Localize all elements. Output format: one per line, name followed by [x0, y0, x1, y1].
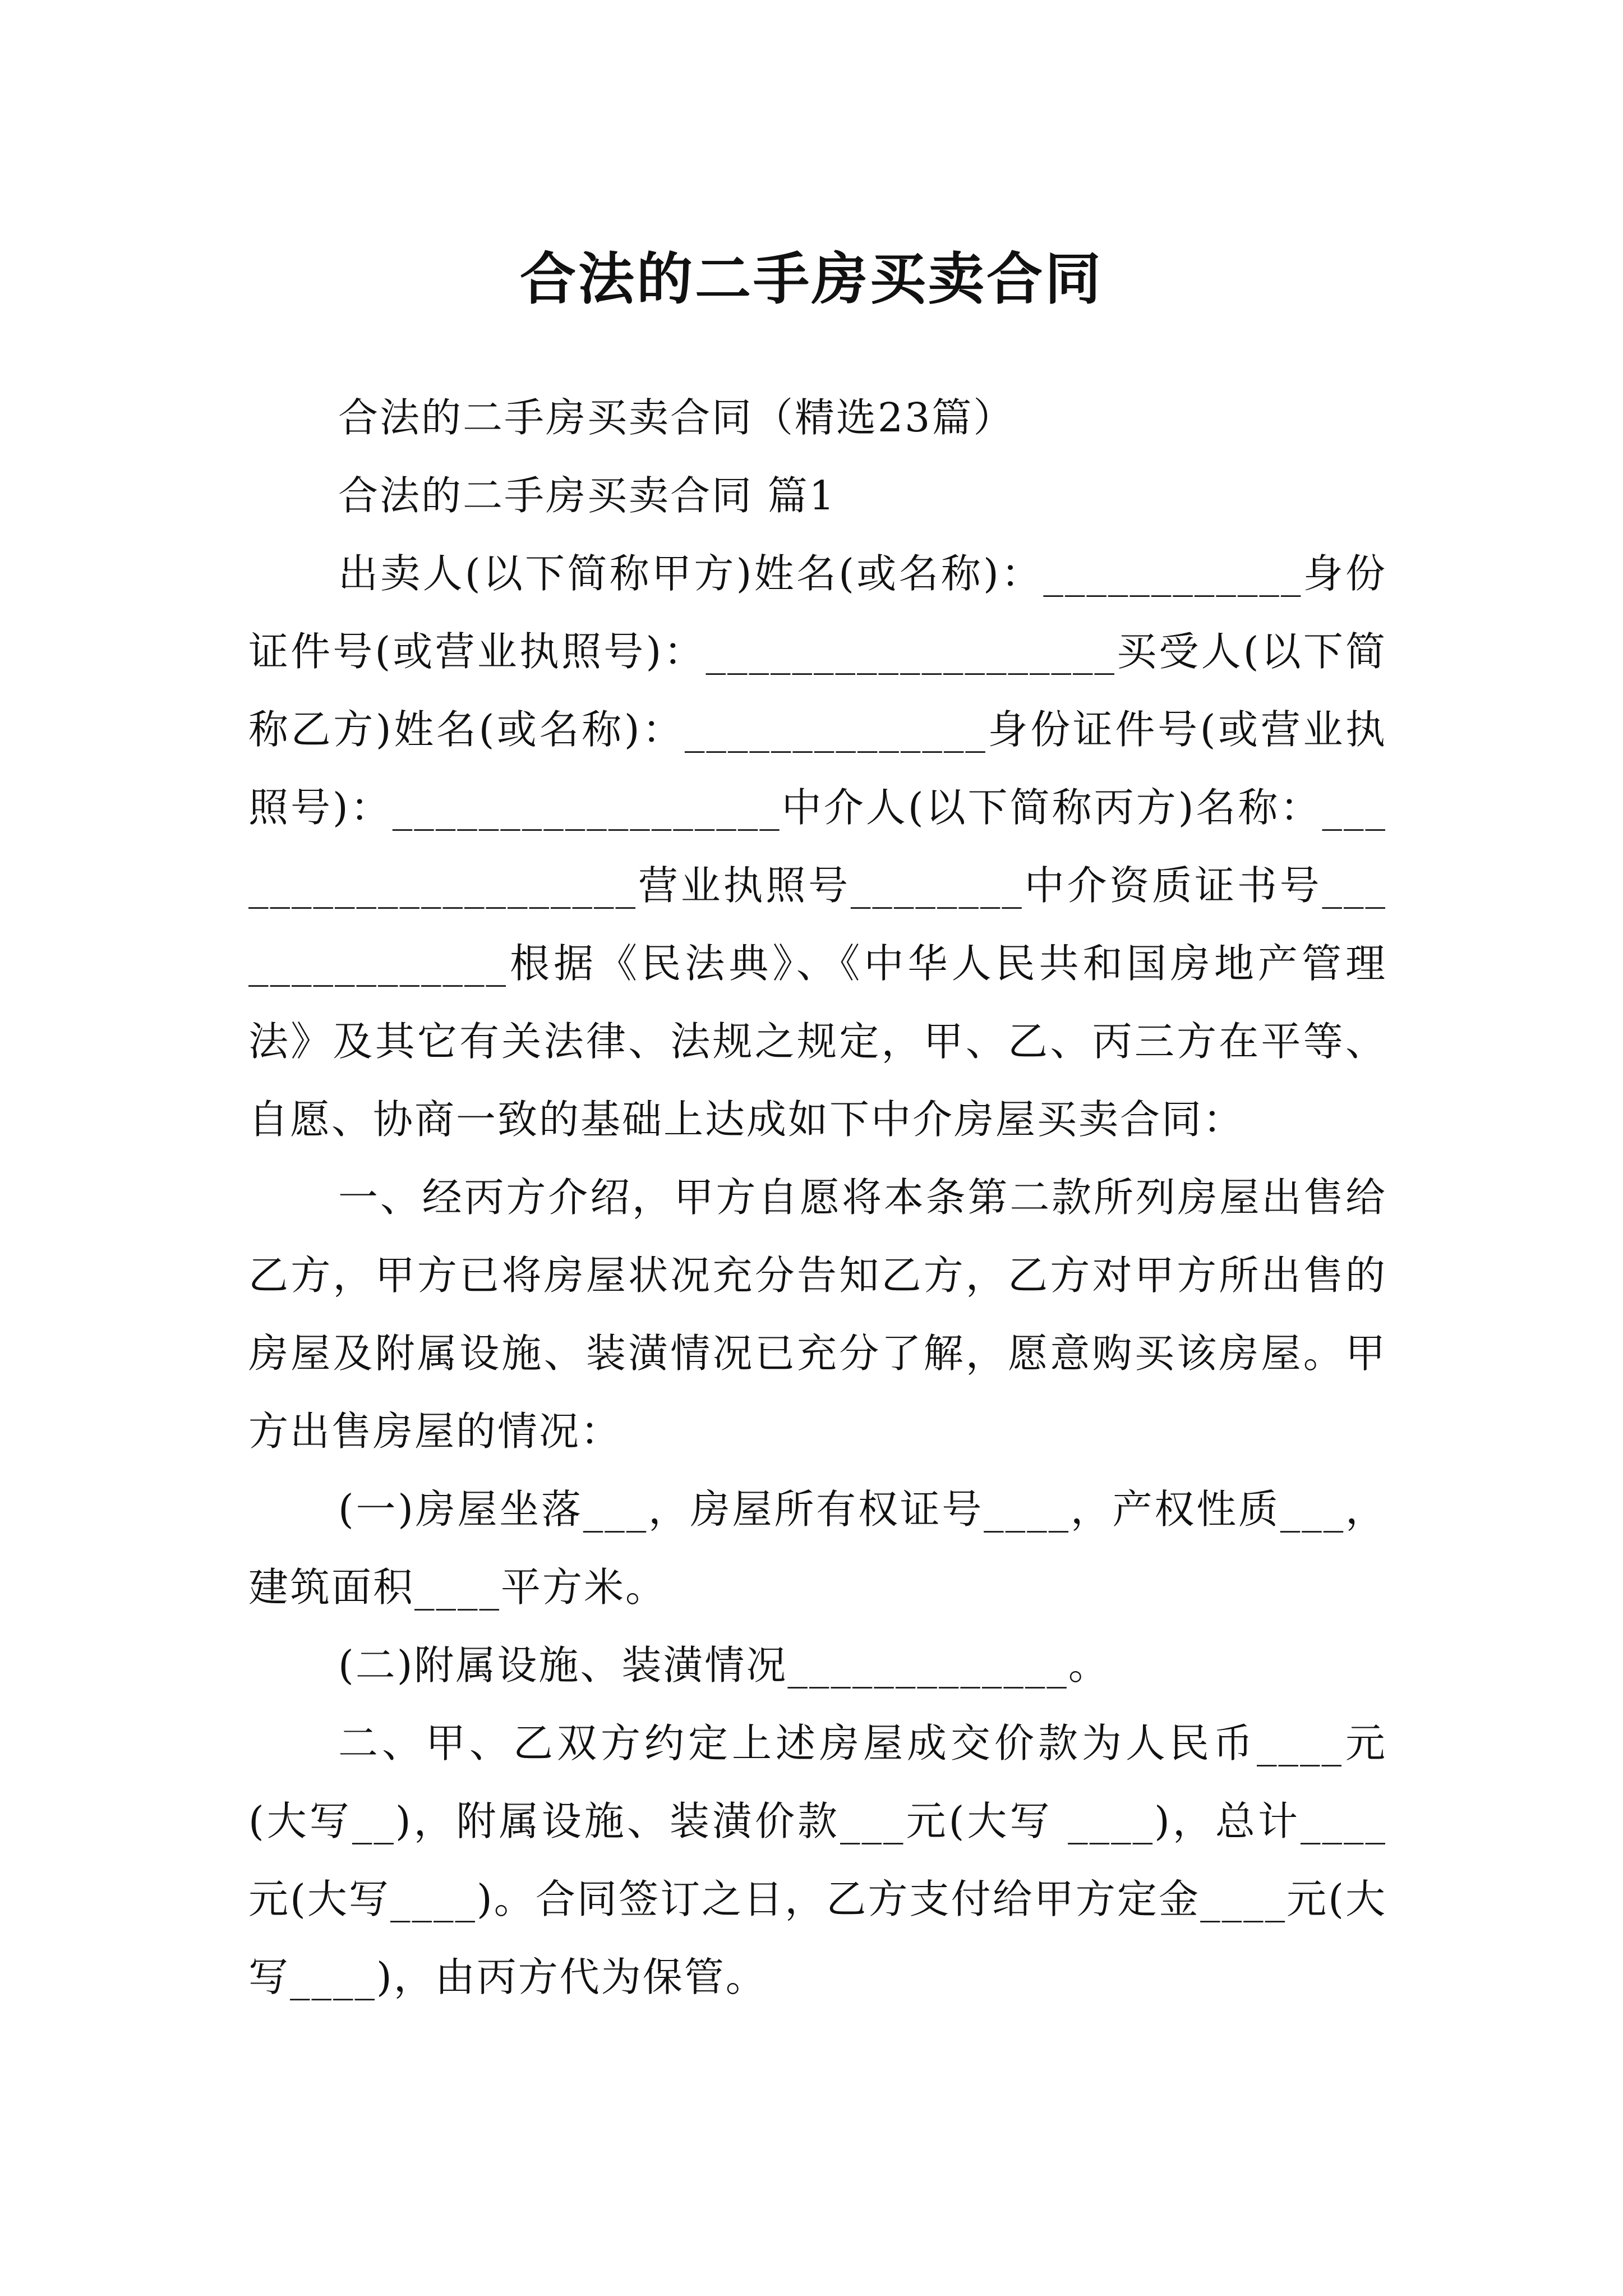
paragraph-clause-1-item-2: (二)附属设施、装潢情况_____________。	[338, 1642, 1110, 1688]
document-body	[248, 379, 1387, 2016]
paragraph-collection-title: 合法的二手房买卖合同（精选23篇）	[338, 394, 1015, 441]
document-title: 合法的二手房买卖合同	[520, 246, 1103, 312]
paragraph-clause-1: 一、经丙方介绍，甲方自愿将本条第二款所列房屋出售给乙方，甲方已将房屋状况充分告知乙方，乙方对甲方所出售的房屋及附属设施、装潢情况已充分了解，愿意购买该房屋。甲方出售房屋的情况：	[248, 1174, 1387, 1455]
paragraph-parties: 出卖人(以下简称甲方)姓名(或名称)：____________身份证件号(或营业执照号)：___________________买受人(以下简称乙方)姓名(或名称)：______________身份证件号(或营业执照号)：__________________中介人(以下简称丙方)名称：_____________________营业执照号________中介资质证书号_______________根据《民法典》、《中华人民共和国房地产管理法》及其它有关法律、法规之规定，甲、乙、丙三方在平等、自愿、协商一致的基础上达成如下中介房屋买卖合同：	[248, 550, 1387, 1143]
paragraph-part-heading: 合法的二手房买卖合同 篇1	[338, 472, 836, 519]
paragraph-clause-1-item-1: (一)房屋坐落___，房屋所有权证号____，产权性质___，建筑面积____平方米。	[248, 1486, 1387, 1611]
paragraph-clause-2: 二、甲、乙双方约定上述房屋成交价款为人民币____元(大写__)，附属设施、装潢价款___元(大写 ____)，总计____元(大写____)。合同签订之日，乙方支付给甲方定金____元(大写____)，由丙方代为保管。	[248, 1720, 1387, 2000]
